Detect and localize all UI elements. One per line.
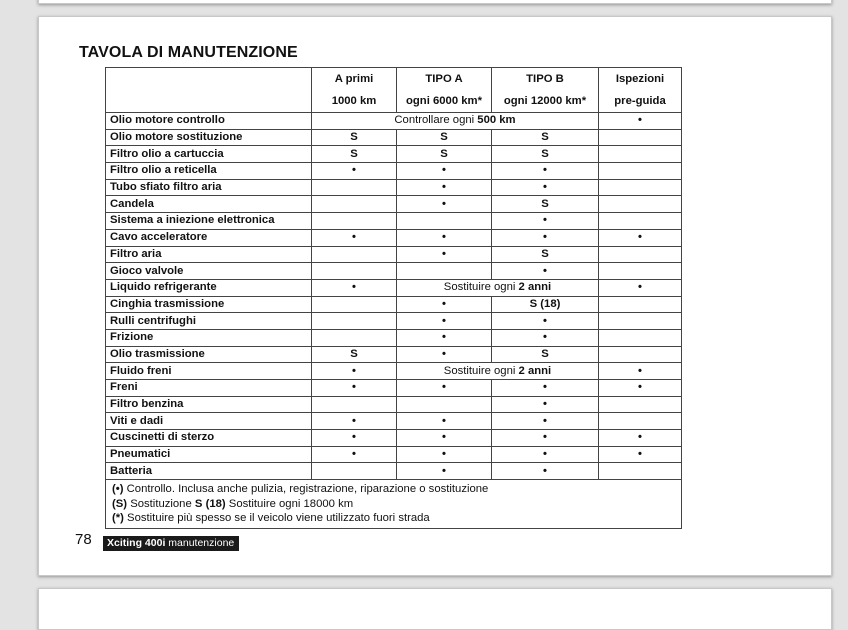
cell-ispezioni — [599, 413, 682, 430]
table-row — [106, 146, 682, 163]
row-label: Rulli centrifughi — [106, 313, 312, 330]
row-label: Sistema a iniezione elettronica — [106, 213, 312, 230]
row-label: Filtro olio a reticella — [106, 163, 312, 180]
document-page — [38, 16, 832, 576]
cell-tipo-b: • — [492, 413, 599, 430]
table-row — [106, 329, 682, 346]
cell-tipo-a: • — [397, 430, 492, 447]
row-label: Filtro olio a cartuccia — [106, 146, 312, 163]
table-row — [106, 279, 682, 296]
cell-tipo-a: • — [397, 380, 492, 397]
row-label: Fluido freni — [106, 363, 312, 380]
cell-ispezioni: • — [599, 446, 682, 463]
row-label: Batteria — [106, 463, 312, 480]
cell-a-primi — [312, 179, 397, 196]
cell-tipo-a: S — [397, 129, 492, 146]
row-label: Cuscinetti di sterzo — [106, 430, 312, 447]
row-label: Olio motore sostituzione — [106, 129, 312, 146]
table-row — [106, 263, 682, 280]
row-label: Filtro aria — [106, 246, 312, 263]
cell-ispezioni — [599, 313, 682, 330]
row-label: Cinghia trasmissione — [106, 296, 312, 313]
table-header-row — [106, 68, 682, 113]
cell-ispezioni — [599, 463, 682, 480]
row-label: Tubo sfiato filtro aria — [106, 179, 312, 196]
cell-ispezioni — [599, 146, 682, 163]
row-label: Viti e dadi — [106, 413, 312, 430]
cell-ispezioni: • — [599, 279, 682, 296]
cell-a-primi: • — [312, 380, 397, 397]
next-page-edge — [38, 588, 832, 630]
cell-tipo-b: • — [492, 329, 599, 346]
table-row — [106, 463, 682, 480]
table-row — [106, 346, 682, 363]
cell-ispezioni — [599, 346, 682, 363]
table-row — [106, 430, 682, 447]
cell-tipo-b: • — [492, 396, 599, 413]
cell-a-primi — [312, 463, 397, 480]
cell-tipo-a: • — [397, 413, 492, 430]
legend-notes: (•) Controllo. Inclusa anche pulizia, registrazione, riparazione o sostituzione (S) Sostituzione S (18) Sostituire ogni 18000 km (*) Sostituire più spesso se il veicolo viene utilizzato fuori strada — [106, 480, 682, 529]
cell-tipo-b: • — [492, 463, 599, 480]
cell-tipo-a — [397, 396, 492, 413]
cell-tipo-b: • — [492, 446, 599, 463]
table-row — [106, 179, 682, 196]
header-tipo-b: TIPO B ogni 12000 km* — [492, 68, 599, 113]
header-a-primi: A primi 1000 km — [312, 68, 397, 113]
cell-ispezioni — [599, 246, 682, 263]
cell-tipo-b: S — [492, 346, 599, 363]
row-label: Gioco valvole — [106, 263, 312, 280]
table-row — [106, 129, 682, 146]
header-tipo-a: TIPO A ogni 6000 km* — [397, 68, 492, 113]
cell-tipo-a: • — [397, 196, 492, 213]
cell-tipo-b: S — [492, 146, 599, 163]
cell-tipo-a: • — [397, 296, 492, 313]
cell-a-primi — [312, 329, 397, 346]
header-ispezioni: Ispezioni pre-guida — [599, 68, 682, 113]
cell-ispezioni — [599, 396, 682, 413]
cell-tipo-a: • — [397, 229, 492, 246]
cell-ispezioni: • — [599, 380, 682, 397]
previous-page-edge — [38, 0, 832, 4]
cell-merged-a-primi-tipo-a-b: Controllare ogni 500 km — [312, 113, 599, 130]
cell-tipo-b: S — [492, 129, 599, 146]
cell-tipo-b: • — [492, 313, 599, 330]
cell-ispezioni — [599, 196, 682, 213]
cell-a-primi — [312, 296, 397, 313]
cell-ispezioni — [599, 129, 682, 146]
cell-a-primi — [312, 313, 397, 330]
cell-tipo-b: • — [492, 229, 599, 246]
row-label: Frizione — [106, 329, 312, 346]
table-row — [106, 196, 682, 213]
table-row — [106, 246, 682, 263]
cell-ispezioni — [599, 213, 682, 230]
cell-tipo-a: • — [397, 329, 492, 346]
cell-a-primi: • — [312, 446, 397, 463]
cell-tipo-b: • — [492, 430, 599, 447]
cell-tipo-a: • — [397, 463, 492, 480]
table-row — [106, 446, 682, 463]
table-row — [106, 296, 682, 313]
cell-tipo-b: S — [492, 196, 599, 213]
cell-tipo-a: • — [397, 446, 492, 463]
page-title: TAVOLA DI MANUTENZIONE — [79, 44, 298, 61]
row-label: Cavo acceleratore — [106, 229, 312, 246]
table-row — [106, 396, 682, 413]
cell-a-primi: S — [312, 346, 397, 363]
cell-tipo-a: S — [397, 146, 492, 163]
cell-tipo-b: • — [492, 263, 599, 280]
table-row — [106, 313, 682, 330]
row-label: Liquido refrigerante — [106, 279, 312, 296]
table-row — [106, 113, 682, 130]
table-row — [106, 163, 682, 180]
cell-ispezioni: • — [599, 430, 682, 447]
cell-tipo-b: S (18) — [492, 296, 599, 313]
cell-tipo-b: S — [492, 246, 599, 263]
cell-ispezioni — [599, 179, 682, 196]
cell-a-primi: • — [312, 413, 397, 430]
cell-tipo-a — [397, 213, 492, 230]
cell-a-primi: • — [312, 279, 397, 296]
cell-ispezioni — [599, 296, 682, 313]
table-row — [106, 363, 682, 380]
table-row — [106, 229, 682, 246]
cell-ispezioni — [599, 163, 682, 180]
cell-ispezioni — [599, 263, 682, 280]
cell-tipo-a — [397, 263, 492, 280]
cell-tipo-a: • — [397, 246, 492, 263]
cell-merged-tipo-a-b: Sostituire ogni 2 anni — [397, 363, 599, 380]
row-label: Freni — [106, 380, 312, 397]
cell-ispezioni: • — [599, 229, 682, 246]
cell-a-primi — [312, 246, 397, 263]
cell-a-primi: S — [312, 129, 397, 146]
header-item — [106, 68, 312, 113]
cell-merged-tipo-a-b: Sostituire ogni 2 anni — [397, 279, 599, 296]
cell-tipo-b: • — [492, 380, 599, 397]
row-label: Pneumatici — [106, 446, 312, 463]
cell-ispezioni — [599, 329, 682, 346]
cell-a-primi — [312, 196, 397, 213]
cell-tipo-a: • — [397, 179, 492, 196]
cell-a-primi: • — [312, 430, 397, 447]
cell-tipo-b: • — [492, 163, 599, 180]
table-row — [106, 380, 682, 397]
maintenance-table — [105, 67, 682, 529]
cell-tipo-b: • — [492, 213, 599, 230]
cell-ispezioni: • — [599, 113, 682, 130]
cell-tipo-b: • — [492, 179, 599, 196]
footer-section-label: Xciting 400i manutenzione — [103, 536, 239, 551]
cell-a-primi: • — [312, 363, 397, 380]
page-number: 78 — [75, 531, 92, 548]
cell-tipo-a: • — [397, 346, 492, 363]
cell-a-primi: S — [312, 146, 397, 163]
table-row — [106, 213, 682, 230]
row-label: Olio motore controllo — [106, 113, 312, 130]
cell-a-primi: • — [312, 163, 397, 180]
cell-a-primi: • — [312, 229, 397, 246]
row-label: Olio trasmissione — [106, 346, 312, 363]
cell-tipo-a: • — [397, 163, 492, 180]
cell-a-primi — [312, 263, 397, 280]
cell-tipo-a: • — [397, 313, 492, 330]
row-label: Filtro benzina — [106, 396, 312, 413]
row-label: Candela — [106, 196, 312, 213]
cell-a-primi — [312, 396, 397, 413]
table-row — [106, 413, 682, 430]
cell-ispezioni: • — [599, 363, 682, 380]
cell-a-primi — [312, 213, 397, 230]
notes-row — [106, 480, 682, 529]
